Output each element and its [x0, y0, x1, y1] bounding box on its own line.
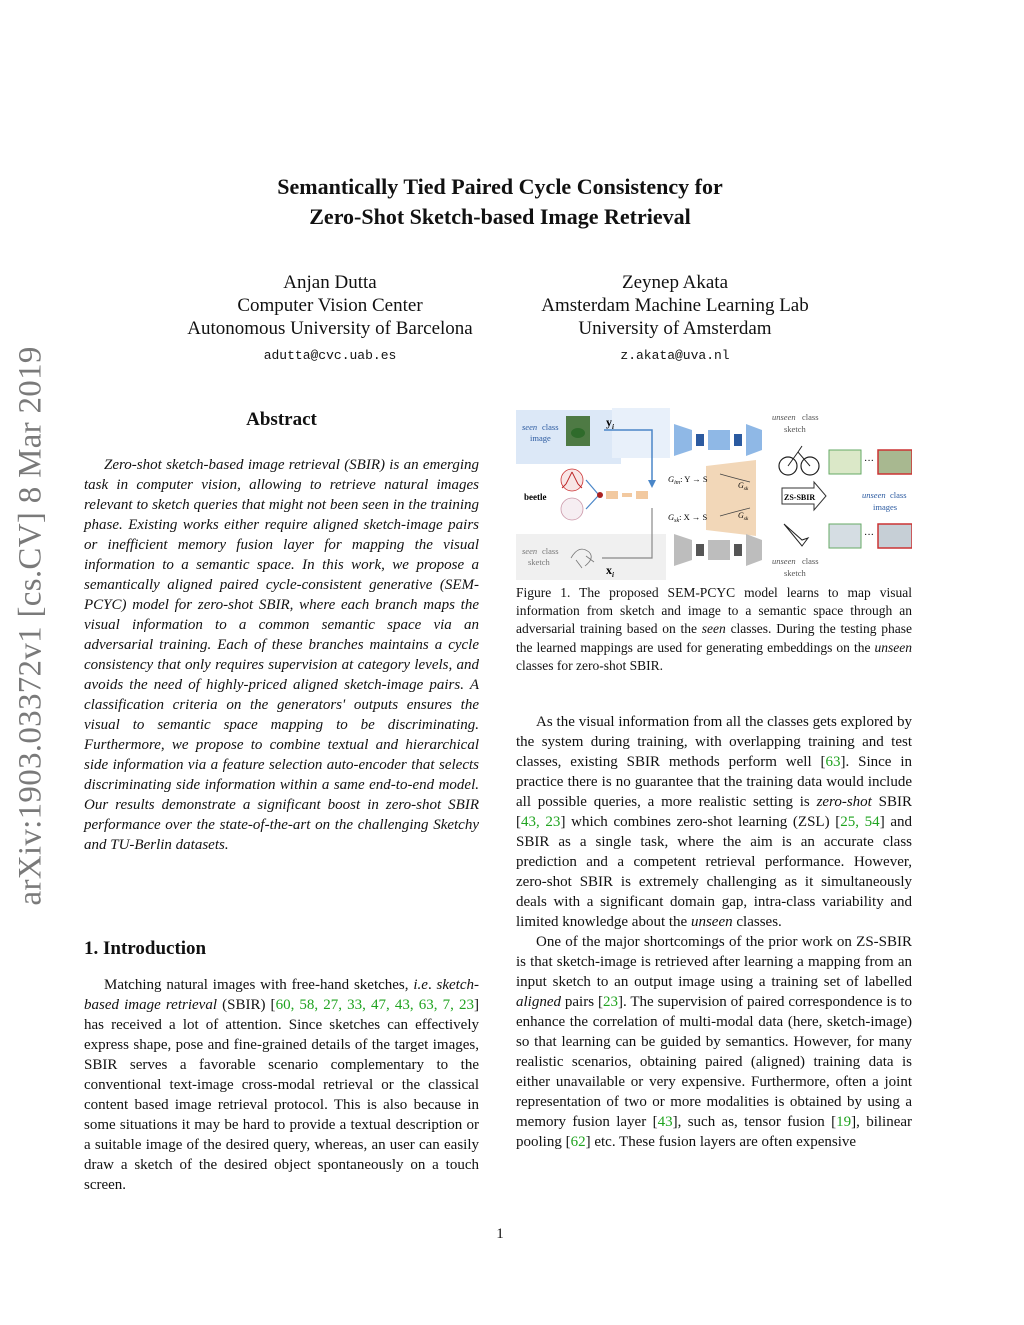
- citation-link[interactable]: 19: [836, 1114, 852, 1130]
- class-word: class: [802, 412, 819, 422]
- generator-block: [706, 460, 756, 536]
- citation-link[interactable]: 43, 23: [521, 814, 561, 830]
- sketch-decoder: [746, 534, 762, 566]
- citation-link[interactable]: 43: [657, 1114, 673, 1130]
- airplane-sketch: [784, 524, 808, 546]
- sketch-word: sketch: [784, 424, 806, 434]
- intro-paragraph-1: Matching natural images with free-hand sketches, i.e. sketch-based image retrieval (SBIR) [60, 58, 27, 33, 47, 43, 63, 7, 23] has received a lot of attention. Since sketches can effectively express shape, pose and fine-grained details of the target images, SBIR serves a favorable scenario complementary to the conventional text-image cross-modal retrieval or the classical content based image retrieval protocol. This is also because in some situations it may be hard to provide a textual description or a suitable image of the desired query, whereas, an user can easily draw a sketch of the desired object spontaneously on a touch screen.: [84, 977, 480, 1193]
- author-name: Anjan Dutta: [283, 272, 377, 293]
- result-image-bicycle: [878, 450, 912, 474]
- image-encoder: [674, 424, 692, 456]
- right-column-text: [516, 712, 912, 1152]
- sketch-encoder: [674, 534, 692, 566]
- fusion-arrows: [586, 480, 598, 509]
- image-encoder-block: [708, 430, 730, 450]
- beetle-label: beetle: [524, 492, 547, 502]
- g-sk-label: $G_{sk}$: X → S: [668, 512, 708, 524]
- beetle-photo-body: [571, 428, 585, 438]
- class-word: class: [542, 546, 559, 556]
- author-affiliation: University of Amsterdam: [578, 318, 772, 339]
- class-word: class: [890, 490, 907, 500]
- citation-link[interactable]: 25, 54: [840, 814, 880, 830]
- abstract-text: [84, 455, 479, 855]
- figure-1: [516, 408, 912, 580]
- unseen-word: unseen: [772, 412, 796, 422]
- section-heading-introduction: 1. Introduction: [84, 938, 207, 959]
- title-line-2: Zero-Shot Sketch-based Image Retrieval: [309, 204, 691, 229]
- author-affiliation: Amsterdam Machine Learning Lab: [541, 295, 809, 316]
- result-image-airplane: [829, 524, 861, 548]
- image-feature: [696, 434, 704, 446]
- author-block-2: [500, 271, 850, 367]
- images-word: images: [873, 502, 898, 512]
- zs-sbir-label: ZS-SBIR: [784, 493, 816, 502]
- xi-label: $x_i$: [606, 563, 614, 579]
- seen-word: seen: [522, 546, 538, 556]
- figure-1-caption: Figure 1. The proposed SEM-PCYC model learns to map visual information from sketch and image to a semantic space through an adversarial training based on the seen classes. During the testing phase the learned mappings are used for generating embeddings on the unseen classes for zero-shot SBIR.: [516, 585, 912, 673]
- intro-text: [84, 975, 479, 1195]
- citation-link[interactable]: 62: [570, 1134, 586, 1150]
- author-block-1: [150, 271, 510, 367]
- fusion-node: [597, 492, 603, 498]
- sketch-word: sketch: [784, 568, 806, 578]
- seen-word: seen: [522, 422, 538, 432]
- sketch-feature: [696, 544, 704, 556]
- author-email: adutta@cvc.uab.es: [263, 348, 397, 363]
- paper-title: [0, 172, 1000, 232]
- autoencoder-block: [622, 493, 632, 497]
- abstract-heading: Abstract: [246, 409, 317, 430]
- author-affiliation: Computer Vision Center: [237, 295, 423, 316]
- result-image-airplane: [878, 524, 912, 548]
- panel-corner: [612, 408, 670, 458]
- abstract-paragraph: Zero-shot sketch-based image retrieval (SBIR) is an emerging task in computer vision, allowing to retrieve natural images relevant to sketch queries that might not been seen in the training phase. Existing works either require aligned sketch-image pairs or inefficient memory fusion layer for mapping the visual information to a semantic space. In this work, we propose a semantically aligned paired cycle-consistent generative (SEM-PCYC) model for zero-shot SBIR, where each branch maps the visual information to a common semantic space via an adversarial training. Each of these branches maintains a cycle consistency that only requires supervision at category levels, and avoids the need of highly-priced aligned sketch-image pairs. A classification criteria on the generators' outputs ensures the visual to semantic space mapping to be discriminating. Furthermore, we propose to combine textual and hierarchical side information via a feature selection auto-encoder that selects discriminating side information within a same end-to-end model. Our results demonstrate a significant boost in zero-shot SBIR performance over the state-of-the-art on the challenging Sketchy and TU-Berlin datasets.: [84, 457, 479, 853]
- body-paragraph-3: One of the major shortcomings of the prior work on ZS-SBIR is that sketch-image is retrieved after learning a mapping from an input sketch to an output image using a training set of labelled aligned pairs [23]. The supervision of paired correspondence is to enhance the correlation of multi-modal data (here, sketch-image) so that learning can be guided by semantics. However, for many realistic scenarios, obtaining paired (aligned) training data is either unavailable or very expensive. Furthermore, often a joint representation of two or more modalities is obtained by using a memory fusion layer [43], such as, tensor fusion [19], bilinear pooling [62] etc. These fusion layers are often expensive: [516, 934, 913, 1150]
- g-sk-small: $G_{sk}$: [738, 511, 749, 522]
- citation-link[interactable]: 63: [825, 754, 841, 770]
- text-embedding-icon: [561, 498, 583, 520]
- sketch-encoder-block: [708, 540, 730, 560]
- unseen-word: unseen: [772, 556, 796, 566]
- sketch-feature: [734, 544, 742, 556]
- panel-step: [516, 456, 621, 464]
- ellipsis: ···: [864, 456, 874, 467]
- connector-arrowhead: [648, 480, 656, 488]
- arxiv-stamp: arXiv:1903.03372v1 [cs.CV] 8 Mar 2019: [12, 346, 49, 906]
- yi-label: $y_i$: [606, 415, 614, 431]
- result-image-bicycle: [829, 450, 861, 474]
- author-name: Zeynep Akata: [621, 272, 729, 293]
- ellipsis: ···: [864, 530, 874, 541]
- author-email: z.akata@uva.nl: [620, 348, 730, 363]
- autoencoder-block: [606, 491, 618, 499]
- author-affiliation: Autonomous University of Barcelona: [187, 318, 473, 339]
- citation-link[interactable]: 60, 58, 27, 33, 47, 43, 63, 7, 23: [275, 997, 474, 1013]
- figure-1-diagram: [516, 408, 912, 580]
- page-number: 1: [496, 1226, 504, 1242]
- unseen-word: unseen: [862, 490, 886, 500]
- class-word: class: [802, 556, 819, 566]
- class-word: class: [542, 422, 559, 432]
- citation-link[interactable]: 23: [602, 994, 618, 1010]
- g-im-label: $G_{im}$: Y → S: [668, 474, 708, 486]
- title-line-1: Semantically Tied Paired Cycle Consistency for: [277, 174, 723, 199]
- image-word: image: [530, 433, 551, 443]
- image-feature: [734, 434, 742, 446]
- bicycle-sketch-frame: [788, 446, 810, 466]
- autoencoder-block: [636, 491, 648, 499]
- body-paragraph-2: As the visual information from all the classes gets explored by the system during training, with overlapping training and test classes, existing SBIR methods perform well [63]. Since in practice there is no guarantee that the training data would include all possible queries, a more realistic setting is zero-shot SBIR [43, 23] which combines zero-shot learning (ZSL) [25, 54] and SBIR as a single task, where the aim is an accurate class prediction and a competent retrieval performance. However, zero-shot SBIR is extremely challenging as it simultaneously deals with a significant domain gap, intra-class variability and limited knowledge about the unseen classes.: [516, 714, 913, 930]
- image-decoder: [746, 424, 762, 456]
- g-sk-small: $G_{sk}$: [738, 481, 749, 492]
- sketch-word: sketch: [528, 557, 550, 567]
